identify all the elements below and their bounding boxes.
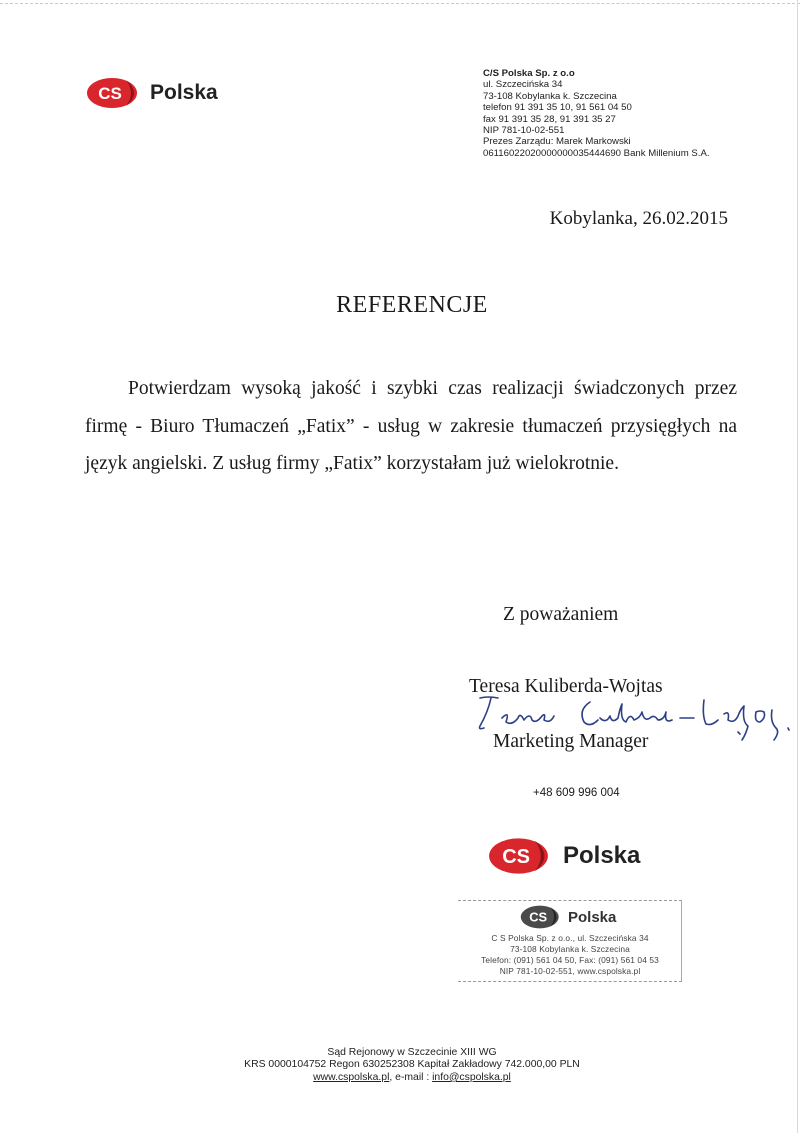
email-link[interactable]: info@cspolska.pl [432, 1071, 511, 1083]
company-line: Prezes Zarządu: Marek Markowski [483, 136, 631, 148]
scan-edge-top [0, 3, 800, 4]
logo-word: Polska [563, 842, 641, 869]
header-logo [86, 76, 218, 110]
page-footer [0, 1047, 800, 1084]
logo-mark-text: CS [98, 84, 122, 103]
company-info [483, 68, 710, 159]
footer-contact [0, 1072, 800, 1084]
logo-word: Polska [150, 81, 218, 104]
stamp-line: NIP 781-10-02-551, www.cspolska.pl [499, 966, 641, 976]
signer-role: Marketing Manager [493, 731, 649, 752]
company-name: C/S Polska Sp. z o.o [483, 68, 575, 79]
footer-logo [487, 836, 640, 876]
signer-phone: +48 609 996 004 [533, 787, 620, 799]
company-line: NIP 781-10-02-551 [483, 125, 565, 137]
scan-edge-right [797, 0, 798, 1133]
company-line: fax 91 391 35 28, 91 391 35 27 [483, 113, 616, 125]
stamp-logo [520, 904, 616, 930]
company-line: ul. Szczecińska 34 [483, 79, 563, 91]
cs-logo-icon [487, 836, 557, 876]
company-line: 73-108 Kobylanka k. Szczecina [483, 90, 617, 102]
stamp-line: 73-108 Kobylanka k. Szczecina [510, 944, 630, 954]
stamp-line: Telefon: (091) 561 04 50, Fax: (091) 561 04 53 [481, 955, 659, 965]
website-link[interactable]: www.cspolska.pl [313, 1071, 390, 1083]
email-label: , e-mail : [389, 1071, 433, 1083]
letter-date: Kobylanka, 26.02.2015 [549, 208, 728, 229]
closing: Z poważaniem [503, 604, 619, 625]
stamp-line: C S Polska Sp. z o.o., ul. Szczecińska 34 [491, 933, 649, 943]
letter-body: Potwierdzam wysoką jakość i szybki czas realizacji świadczonych przez firmę - Biuro Tłumaczeń „Fatix” - usług w zakresie tłumaczeń przysięgłych na język angielski. Z usług firmy „Fatix” korzystałam już wielokrotnie. [85, 378, 737, 474]
stamp-lines [458, 933, 682, 977]
letter-title: REFERENCJE [336, 292, 488, 318]
footer-registry: KRS 0000104752 Regon 630252308 Kapitał Zakładowy 742.000,00 PLN [244, 1059, 580, 1071]
footer-court: Sąd Rejonowy w Szczecinie XIII WG [327, 1047, 497, 1058]
logo-mark-text: CS [502, 846, 531, 869]
stamp-logo-word: Polska [568, 908, 617, 926]
cs-logo-icon [520, 904, 564, 930]
company-stamp [458, 900, 682, 982]
company-line: telefon 91 391 35 10, 91 561 04 50 [483, 102, 632, 114]
signer-name: Teresa Kuliberda-Wojtas [469, 676, 663, 697]
logo-mark-text: CS [529, 909, 548, 925]
cs-logo-icon [86, 76, 144, 110]
company-line: 06116022020000000035444690 Bank Millenium S.A. [483, 147, 710, 159]
